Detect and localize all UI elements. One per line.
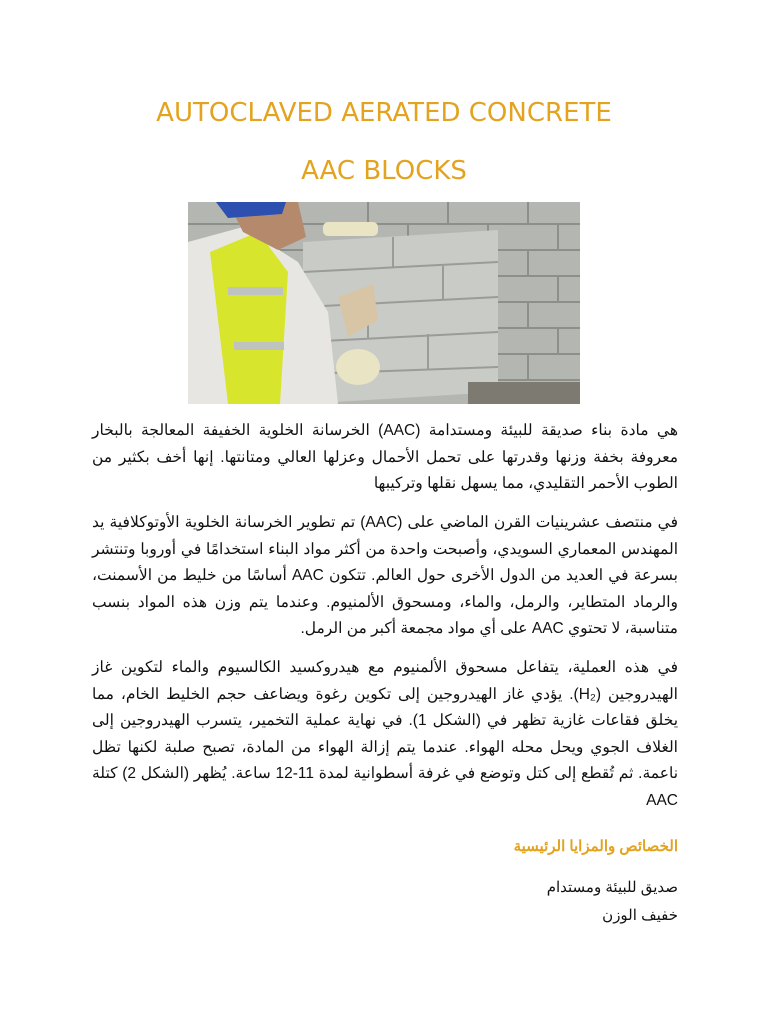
features-list <box>547 874 678 930</box>
document-subtitle: AAC BLOCKS <box>301 156 467 186</box>
document-title: AUTOCLAVED AERATED CONCRETE <box>156 98 612 128</box>
aac-blocks-photo <box>188 202 580 404</box>
list-item: خفيف الوزن <box>602 907 678 924</box>
intro-paragraph: هي مادة بناء صديقة للبيئة ومستدامة (AAC) الخرسانة الخلوية الخفيفة المعالجة بالبخار معروفة بخفة وزنها وقدرتها على تحمل الأحمال وعزلها العالي ومتانتها. إنها أخف بكثير من الطوب الأحمر التقليدي، مما يسهل نقلها وتركيبها <box>92 422 679 492</box>
process-paragraph: في هذه العملية، يتفاعل مسحوق الألمنيوم مع هيدروكسيد الكالسيوم والماء لتكوين غاز الهيدروجين (H₂). يؤدي غاز الهيدروجين إلى تكوين رغوة ويضاعف حجم الخليط الخام، مما يخلق فقاعات غازية تظهر في (الشكل 1). في نهاية عملية التخمير، يتسرب الهيدروجين إلى الغلاف الجوي ويحل محله الهواء. عندما يتم إزالة الهواء من المادة، تصبح صلبة لكنها تظل ناعمة. ثم تُقطع إلى كتل وتوضع في غرفة أسطوانية لمدة 11-12 ساعة. يُظهر (الشكل 2) كتلة AAC <box>92 659 679 809</box>
features-heading: الخصائص والمزايا الرئيسية <box>513 838 678 855</box>
history-paragraph: في منتصف عشرينيات القرن الماضي على (AAC) تم تطوير الخرسانة الخلوية الأوتوكلافية يد المهندس المعماري السويدي، وأصبحت واحدة من أكثر مواد البناء استخدامًا في أوروبا وتنتشر بسرعة في العديد من الدول الأخرى حول العالم. تتكون AAC أساسًا من خليط من الأسمنت، والرماد المتطاير، والرمل، والماء، ومسحوق الألمنيوم. وعندما يتم وزن هذه المواد بنسب متناسبة، لا تحتوي AAC على أي مواد مجمعة أكبر من الرمل. <box>92 514 678 637</box>
list-item: صديق للبيئة ومستدام <box>546 879 678 896</box>
